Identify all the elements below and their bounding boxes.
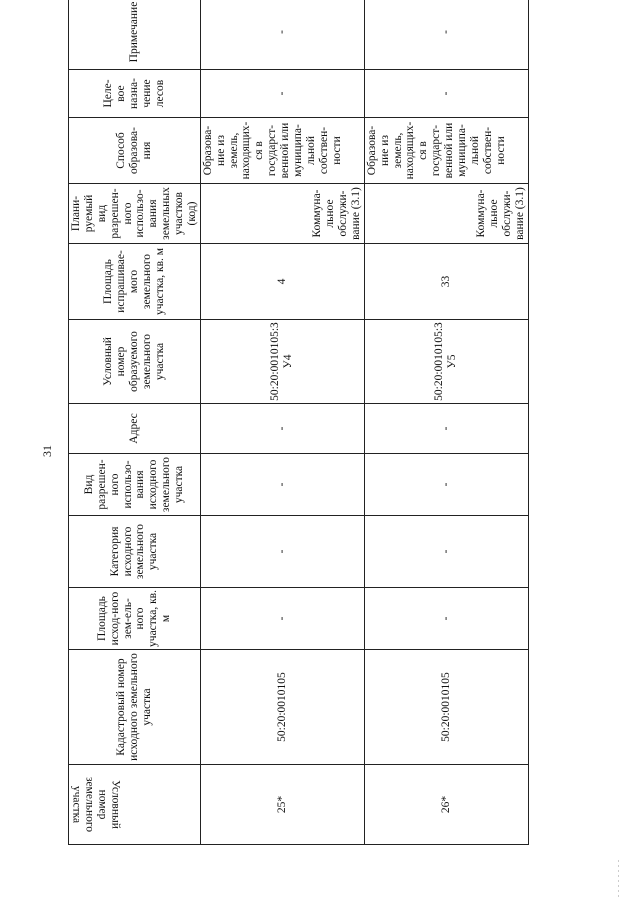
header-conditional-number: Условный номер земельного участка (69, 765, 201, 845)
table-row (200, 0, 364, 845)
cell-source-category: - (364, 516, 528, 588)
cell-new-number: 50:20:0010105:ЗУ5 (364, 320, 528, 404)
rotated-table (68, 1, 526, 845)
header-planned-use: Плани-руемый вид разрешен-ного использо-вания земельных участков (код) (69, 184, 201, 244)
cell-formation-method: Образова-ние из земель, находящих-ся в государст-венной или муниципа-льной собствен-ности (364, 118, 528, 184)
cell-planned-use: Коммуна-льное обслужи-вание (3.1) (364, 184, 528, 244)
cell-source-use: - (364, 454, 528, 516)
header-source-use: Вид разрешен-ного использо-вания исходного земельного участка (69, 454, 201, 516)
cell-conditional-number: 25* (200, 765, 364, 845)
cell-source-area: - (200, 588, 364, 650)
header-note: Примечание (69, 0, 201, 70)
cell-new-number: 50:20:0010105:ЗУ4 (200, 320, 364, 404)
cell-source-category: - (200, 516, 364, 588)
header-requested-area: Площадь испрашивае-мого земельного участка, кв. м (69, 244, 201, 320)
header-address: Адрес (69, 404, 201, 454)
cell-cadastral-number: 50:20:0010105 (200, 650, 364, 765)
cell-formation-method: Образова-ние из земель, находящих-ся в государст-венной или муниципа-льной собствен-ности (200, 118, 364, 184)
header-cadastral-number: Кадастровый номер исходного земельного участка (69, 650, 201, 765)
cell-forest-purpose: - (200, 70, 364, 118)
cell-requested-area: 4 (200, 244, 364, 320)
land-plots-table (68, 0, 529, 845)
cell-requested-area: 33 (364, 244, 528, 320)
header-formation-method: Способ образова-ния (69, 118, 201, 184)
page-number: 31 (40, 445, 54, 457)
header-source-category: Категория исходного земельного участка (69, 516, 201, 588)
cell-conditional-number: 26* (364, 765, 528, 845)
header-source-area: Площадь исход-ного зем-ель-ного участка, кв. м (69, 588, 201, 650)
cell-address: - (364, 404, 528, 454)
cell-cadastral-number: 50:20:0010105 (364, 650, 528, 765)
header-new-number: Условный номер образуемого земельного участка (69, 320, 201, 404)
header-forest-purpose: Целе-вое назна-чение лесов (69, 70, 201, 118)
land-plots-table-container (68, 1, 526, 845)
cell-planned-use: Коммуна-льное обслужи-вание (3.1) (200, 184, 364, 244)
cell-note: - (200, 0, 364, 70)
cell-note: - (364, 0, 528, 70)
scan-artifact (618, 860, 619, 900)
cell-source-use: - (200, 454, 364, 516)
cell-address: - (200, 404, 364, 454)
table-header-row (69, 0, 201, 845)
cell-forest-purpose: - (364, 70, 528, 118)
cell-source-area: - (364, 588, 528, 650)
table-row (364, 0, 528, 845)
